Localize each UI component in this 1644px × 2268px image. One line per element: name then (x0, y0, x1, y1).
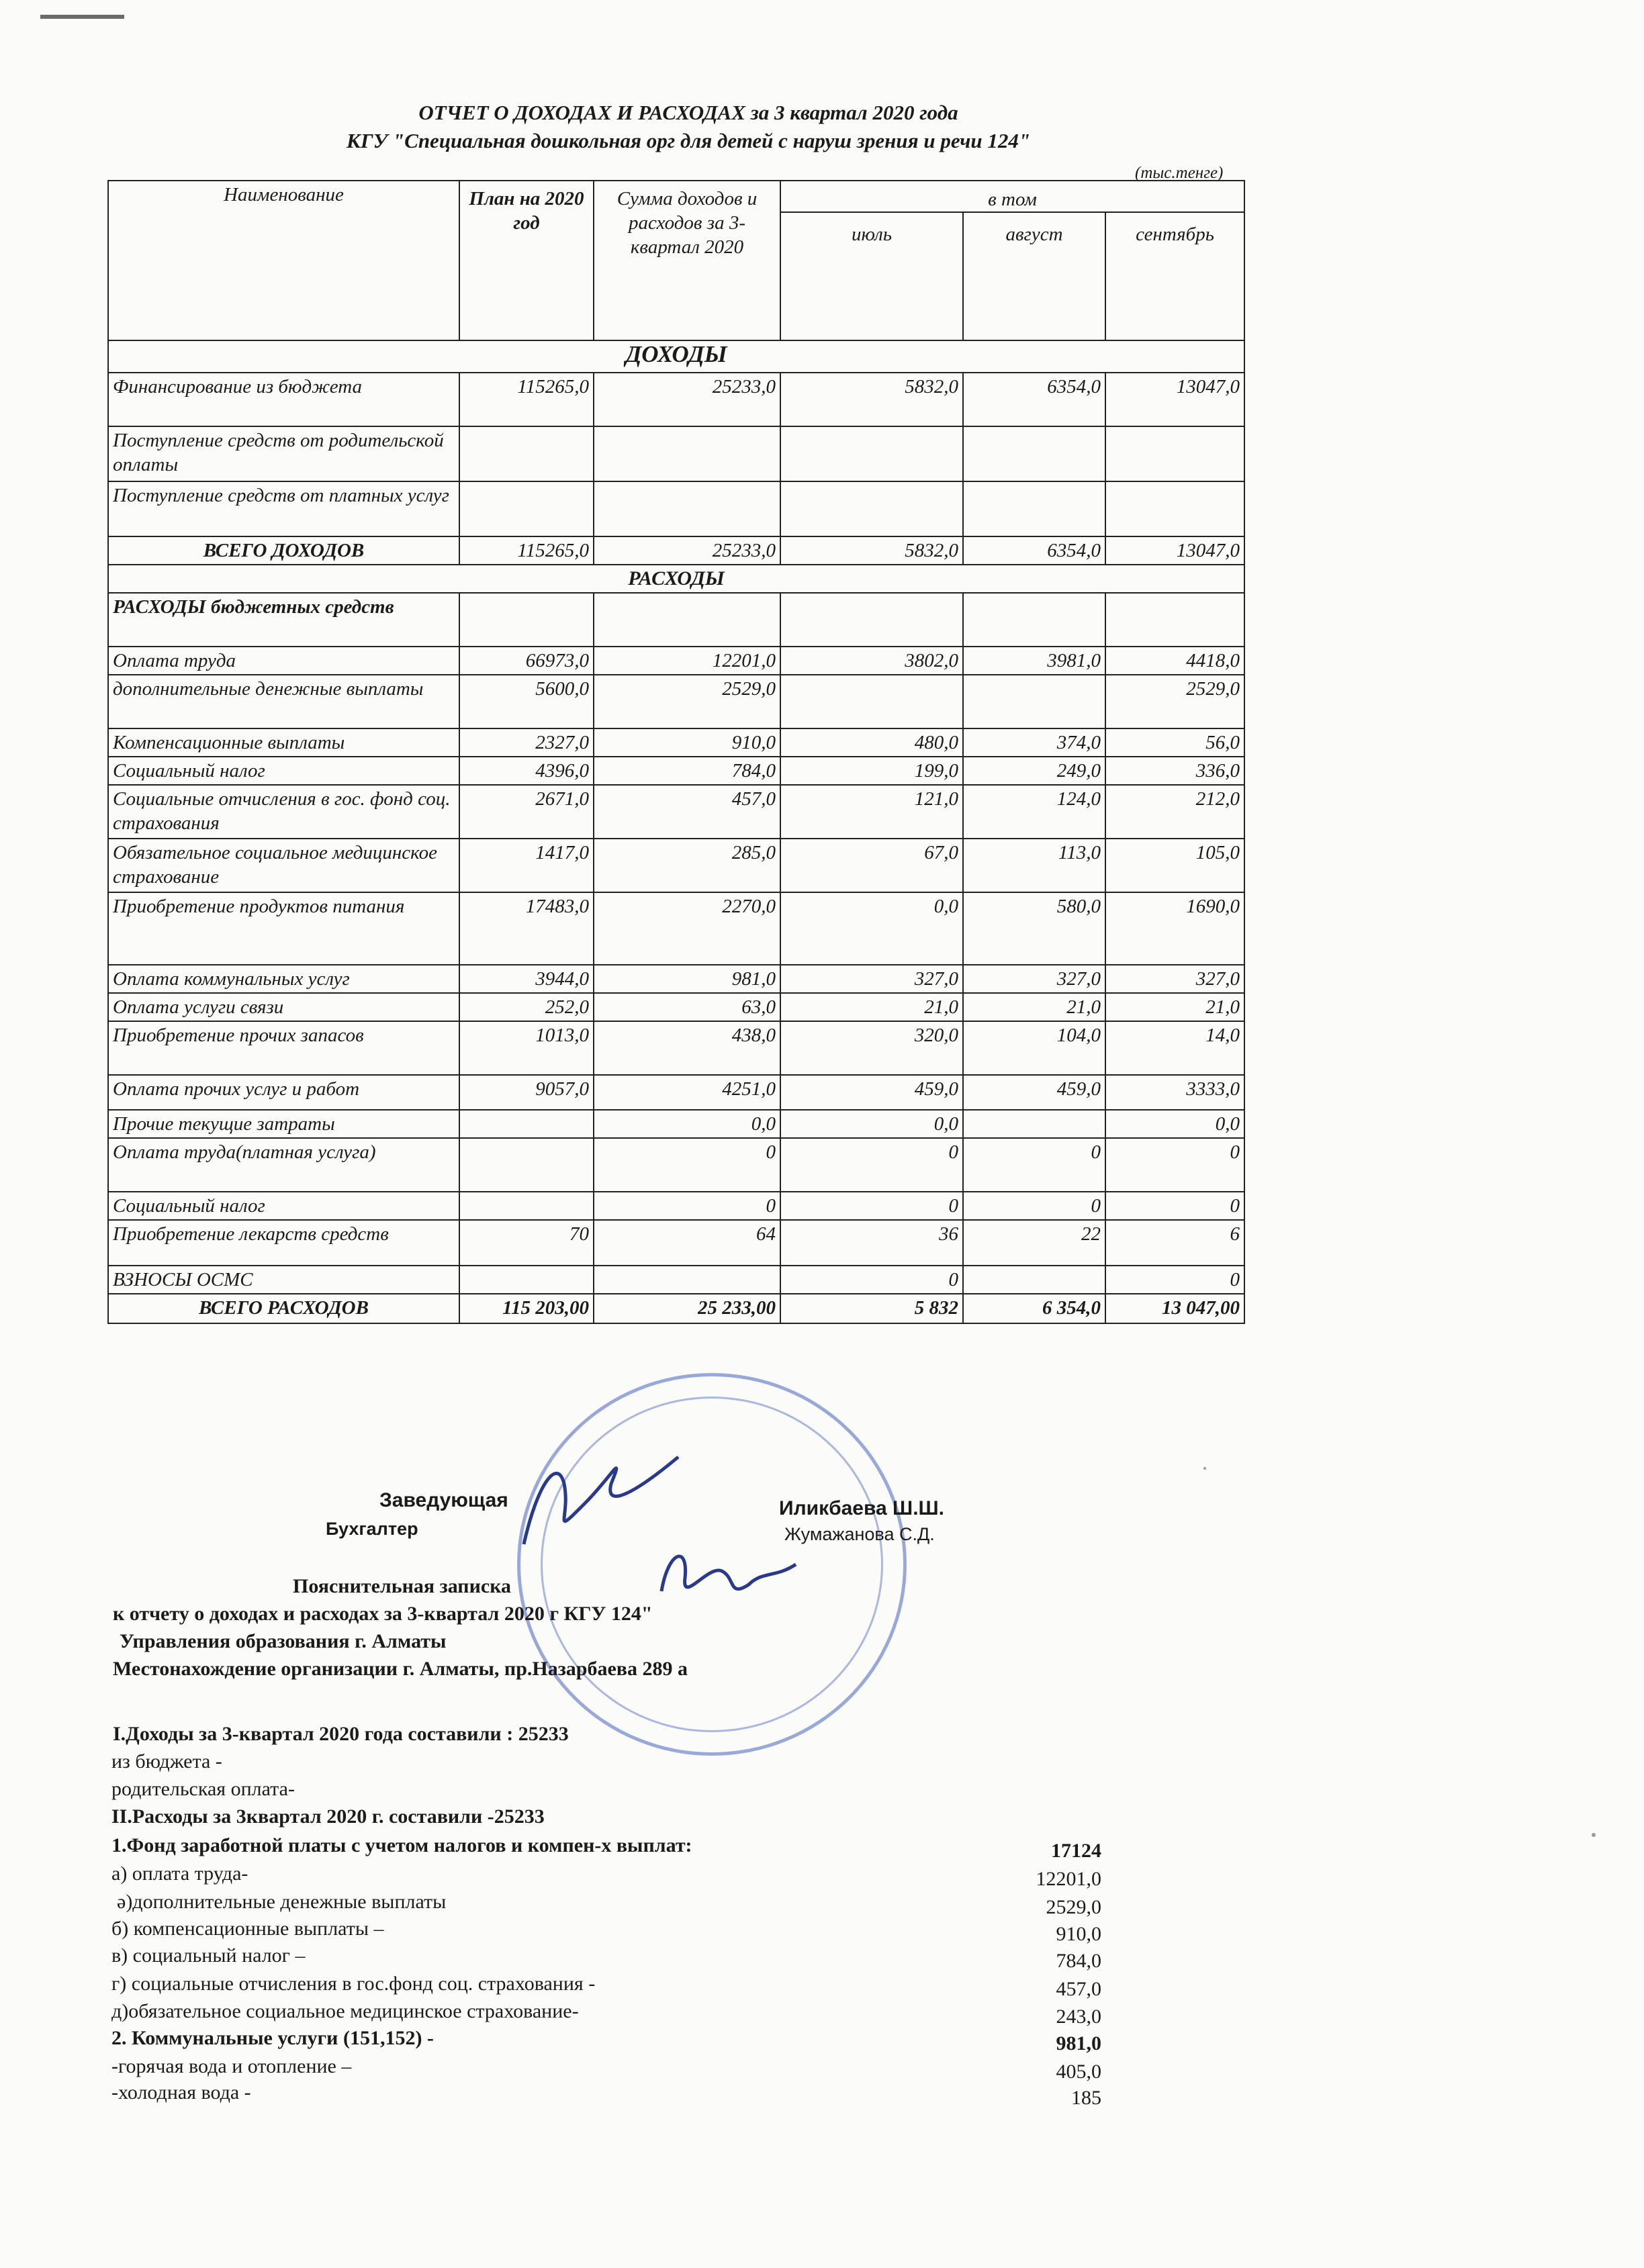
cell-plan (459, 1138, 594, 1192)
cell-plan (459, 481, 594, 536)
expense-row (108, 647, 1244, 675)
note-item-value: 457,0 (1056, 1978, 1101, 2000)
cell-july: 3802,0 (780, 647, 963, 675)
cell-august (963, 481, 1105, 536)
cell-name: Оплата труда(платная услуга) (108, 1138, 459, 1192)
expense-row (108, 593, 1244, 647)
cell-september: 212,0 (1105, 785, 1244, 839)
cell-july: 199,0 (780, 757, 963, 785)
col-header-september: сентябрь (1105, 212, 1244, 340)
cell-september: 14,0 (1105, 1021, 1244, 1075)
cell-name: Компенсационные выплаты (108, 728, 459, 757)
cell-name: Финансирование из бюджета (108, 373, 459, 426)
note-item-label: д)обязательное социальное медицинское страхование- (111, 2000, 579, 2022)
cell-august: 0 (963, 1138, 1105, 1192)
head-title: Заведующая (379, 1489, 508, 1511)
income-total-label: ВСЕГО ДОХОДОВ (108, 536, 459, 565)
cell-july (780, 593, 963, 647)
cell-plan: 1417,0 (459, 839, 594, 892)
cell-name: Социальный налог (108, 757, 459, 785)
cell-september (1105, 426, 1244, 481)
cell-sum: 2529,0 (594, 675, 780, 728)
note-item-value: 243,0 (1056, 2005, 1101, 2028)
cell-september: 21,0 (1105, 993, 1244, 1021)
expense-row (108, 1021, 1244, 1075)
cell-name: Оплата коммунальных услуг (108, 965, 459, 993)
note-item-label: а) оплата труда- (111, 1862, 248, 1885)
col-header-name: Наименование (108, 181, 459, 340)
cell-july: 0 (780, 1192, 963, 1220)
cell-name: Поступление средств от родительской оплаты (108, 426, 459, 481)
income-row (108, 373, 1244, 426)
cell-plan: 2327,0 (459, 728, 594, 757)
head-name: Иликбаева Ш.Ш. (779, 1497, 945, 1519)
from-budget: из бюджета - (111, 1750, 222, 1773)
expense-row (108, 1266, 1244, 1294)
cell-sum (594, 593, 780, 647)
accountant-name: Жумажанова С.Д. (784, 1524, 935, 1544)
cell-sum: 285,0 (594, 839, 780, 892)
section-income: ДОХОДЫ (108, 340, 1244, 373)
expense-total-plan: 115 203,00 (459, 1294, 594, 1323)
cell-july (780, 426, 963, 481)
note-item-label: г) социальные отчисления в гос.фонд соц. страхования - (111, 1973, 596, 1995)
cell-august: 6354,0 (963, 373, 1105, 426)
cell-august: 459,0 (963, 1075, 1105, 1110)
cell-august: 124,0 (963, 785, 1105, 839)
cell-name: Оплата труда (108, 647, 459, 675)
scan-speck (1203, 1467, 1206, 1470)
cell-august: 249,0 (963, 757, 1105, 785)
cell-sum: 25233,0 (594, 373, 780, 426)
notes-title: Пояснительная записка (293, 1575, 512, 1597)
cell-september: 0 (1105, 1138, 1244, 1192)
expense-row (108, 1138, 1244, 1192)
income-total-july: 5832,0 (780, 536, 963, 565)
cell-september: 1690,0 (1105, 892, 1244, 965)
cell-plan: 252,0 (459, 993, 594, 1021)
cell-plan: 115265,0 (459, 373, 594, 426)
notes-line1: к отчету о доходах и расходах за 3-квартал 2020 г КГУ 124" (113, 1603, 653, 1625)
cell-sum: 4251,0 (594, 1075, 780, 1110)
section-row (108, 565, 1244, 593)
cell-july: 0,0 (780, 892, 963, 965)
cell-sum: 0,0 (594, 1110, 780, 1138)
notes-line3: Местонахождение организации г. Алматы, пр.Назарбаева 289 а (113, 1658, 688, 1680)
col-header-sum: Сумма доходов и расходов за 3-квартал 2020 (594, 181, 780, 340)
note-item-value: 12201,0 (1036, 1868, 1101, 1890)
scan-mark (40, 15, 124, 19)
note-item-label: 1.Фонд заработной платы с учетом налогов и компен-х выплат: (111, 1834, 692, 1856)
cell-name: Оплата услуги связи (108, 993, 459, 1021)
report-subtitle: КГУ "Специальная дошкольная орг для детей с наруш зрения и речи 124" (346, 129, 1031, 152)
cell-july: 36 (780, 1220, 963, 1266)
cell-september: 0 (1105, 1192, 1244, 1220)
income-total-sum: 25233,0 (594, 536, 780, 565)
expense-row (108, 965, 1244, 993)
note-item-label: в) социальный налог – (111, 1944, 306, 1967)
cell-september: 56,0 (1105, 728, 1244, 757)
cell-name: Приобретение лекарств средств (108, 1220, 459, 1266)
cell-plan: 70 (459, 1220, 594, 1266)
cell-september (1105, 593, 1244, 647)
expense-heading: II.Расходы за 3квартал 2020 г. составили -25233 (111, 1805, 545, 1828)
cell-july: 67,0 (780, 839, 963, 892)
report-title: ОТЧЕТ О ДОХОДАХ И РАСХОДАХ за 3 квартал 2020 года (418, 101, 958, 124)
expense-row (108, 892, 1244, 965)
cell-sum (594, 481, 780, 536)
cell-august (963, 593, 1105, 647)
cell-august: 22 (963, 1220, 1105, 1266)
cell-july (780, 675, 963, 728)
note-item-value: 17124 (1051, 1840, 1101, 1862)
cell-july: 0,0 (780, 1110, 963, 1138)
cell-august: 580,0 (963, 892, 1105, 965)
cell-july: 320,0 (780, 1021, 963, 1075)
cell-september: 13047,0 (1105, 373, 1244, 426)
cell-name: ВЗНОСЫ ОСМС (108, 1266, 459, 1294)
note-item-value: 910,0 (1056, 1923, 1101, 1945)
cell-august: 113,0 (963, 839, 1105, 892)
cell-plan (459, 593, 594, 647)
cell-name: Приобретение продуктов питания (108, 892, 459, 965)
expense-total-sum: 25 233,00 (594, 1294, 780, 1323)
cell-september: 2529,0 (1105, 675, 1244, 728)
cell-sum: 457,0 (594, 785, 780, 839)
note-item-label: -холодная вода - (111, 2081, 251, 2104)
expense-total-september: 13 047,00 (1105, 1294, 1244, 1323)
cell-name: Социальные отчисления в гос. фонд соц. страхования (108, 785, 459, 839)
expense-total-august: 6 354,0 (963, 1294, 1105, 1323)
cell-august (963, 1266, 1105, 1294)
cell-name: Социальный налог (108, 1192, 459, 1220)
income-row (108, 481, 1244, 536)
cell-september: 0,0 (1105, 1110, 1244, 1138)
cell-plan: 17483,0 (459, 892, 594, 965)
expense-total-july: 5 832 (780, 1294, 963, 1323)
cell-sum: 0 (594, 1192, 780, 1220)
section-expense: РАСХОДЫ (108, 565, 1244, 593)
cell-july: 21,0 (780, 993, 963, 1021)
cell-august: 374,0 (963, 728, 1105, 757)
cell-september: 105,0 (1105, 839, 1244, 892)
cell-august: 327,0 (963, 965, 1105, 993)
units-note: (тыс.тенге) (1135, 164, 1224, 182)
cell-plan: 66973,0 (459, 647, 594, 675)
cell-august: 3981,0 (963, 647, 1105, 675)
note-item-value: 784,0 (1056, 1950, 1101, 1972)
cell-plan (459, 1110, 594, 1138)
cell-sum: 2270,0 (594, 892, 780, 965)
cell-plan: 2671,0 (459, 785, 594, 839)
expense-row (108, 993, 1244, 1021)
cell-sum: 63,0 (594, 993, 780, 1021)
cell-august (963, 1110, 1105, 1138)
cell-name: дополнительные денежные выплаты (108, 675, 459, 728)
cell-september: 3333,0 (1105, 1075, 1244, 1110)
cell-plan: 3944,0 (459, 965, 594, 993)
col-header-plan: План на 2020 год (459, 181, 594, 340)
cell-name: Приобретение прочих запасов (108, 1021, 459, 1075)
cell-name: Обязательное социальное медицинское страхование (108, 839, 459, 892)
cell-september: 4418,0 (1105, 647, 1244, 675)
cell-sum: 64 (594, 1220, 780, 1266)
income-row (108, 426, 1244, 481)
cell-plan: 4396,0 (459, 757, 594, 785)
expense-row (108, 728, 1244, 757)
income-total-august: 6354,0 (963, 536, 1105, 565)
expense-total-row (108, 1294, 1244, 1323)
cell-august: 104,0 (963, 1021, 1105, 1075)
expense-row (108, 675, 1244, 728)
income-heading: I.Доходы за 3-квартал 2020 года составили : 25233 (113, 1723, 569, 1745)
col-header-incl: в том (780, 181, 1244, 212)
cell-july: 0 (780, 1138, 963, 1192)
cell-name: Оплата прочих услуг и работ (108, 1075, 459, 1110)
expense-total-label: ВСЕГО РАСХОДОВ (108, 1294, 459, 1323)
note-item-label: -горячая вода и отопление – (111, 2055, 352, 2077)
income-total-row (108, 536, 1244, 565)
cell-sum: 910,0 (594, 728, 780, 757)
note-item-label: 2. Коммунальные услуги (151,152) - (111, 2027, 434, 2049)
cell-july: 459,0 (780, 1075, 963, 1110)
col-header-july: июль (780, 212, 963, 340)
cell-plan: 5600,0 (459, 675, 594, 728)
cell-september: 6 (1105, 1220, 1244, 1266)
expense-row (108, 785, 1244, 839)
cell-sum (594, 1266, 780, 1294)
section-row (108, 340, 1244, 373)
report-table (107, 180, 1245, 1324)
cell-august (963, 675, 1105, 728)
expense-row (108, 1110, 1244, 1138)
cell-july: 480,0 (780, 728, 963, 757)
cell-september: 336,0 (1105, 757, 1244, 785)
cell-plan (459, 1192, 594, 1220)
scan-speck (1592, 1833, 1596, 1837)
cell-name: Прочие текущие затраты (108, 1110, 459, 1138)
cell-sum: 981,0 (594, 965, 780, 993)
note-item-label: б) компенсационные выплаты – (111, 1918, 384, 1940)
header-row (108, 181, 1244, 212)
note-item-value: 981,0 (1056, 2032, 1101, 2054)
cell-sum: 438,0 (594, 1021, 780, 1075)
expense-rows (108, 593, 1244, 1294)
cell-name: РАСХОДЫ бюджетных средств (108, 593, 459, 647)
note-item-value: 185 (1071, 2087, 1101, 2109)
cell-august (963, 426, 1105, 481)
parent-fee: родительская оплата- (111, 1778, 295, 1800)
cell-plan: 9057,0 (459, 1075, 594, 1110)
income-rows (108, 373, 1244, 536)
expense-row (108, 1192, 1244, 1220)
cell-sum: 0 (594, 1138, 780, 1192)
note-item-label: ә)дополнительные денежные выплаты (117, 1891, 447, 1913)
cell-august: 21,0 (963, 993, 1105, 1021)
cell-august: 0 (963, 1192, 1105, 1220)
income-total-plan: 115265,0 (459, 536, 594, 565)
cell-september: 327,0 (1105, 965, 1244, 993)
expense-row (108, 757, 1244, 785)
cell-sum: 784,0 (594, 757, 780, 785)
expense-row (108, 1075, 1244, 1110)
cell-plan: 1013,0 (459, 1021, 594, 1075)
col-header-august: август (963, 212, 1105, 340)
cell-july (780, 481, 963, 536)
expense-row (108, 1220, 1244, 1266)
cell-name: Поступление средств от платных услуг (108, 481, 459, 536)
cell-july: 0 (780, 1266, 963, 1294)
cell-sum (594, 426, 780, 481)
accountant-title: Бухгалтер (326, 1519, 418, 1539)
cell-september: 0 (1105, 1266, 1244, 1294)
cell-september (1105, 481, 1244, 536)
cell-july: 327,0 (780, 965, 963, 993)
cell-plan (459, 1266, 594, 1294)
expense-row (108, 839, 1244, 892)
note-item-value: 2529,0 (1046, 1896, 1101, 1918)
note-item-value: 405,0 (1056, 2061, 1101, 2083)
cell-sum: 12201,0 (594, 647, 780, 675)
cell-plan (459, 426, 594, 481)
notes-line2: Управления образования г. Алматы (120, 1630, 447, 1652)
cell-july: 5832,0 (780, 373, 963, 426)
cell-july: 121,0 (780, 785, 963, 839)
income-total-september: 13047,0 (1105, 536, 1244, 565)
